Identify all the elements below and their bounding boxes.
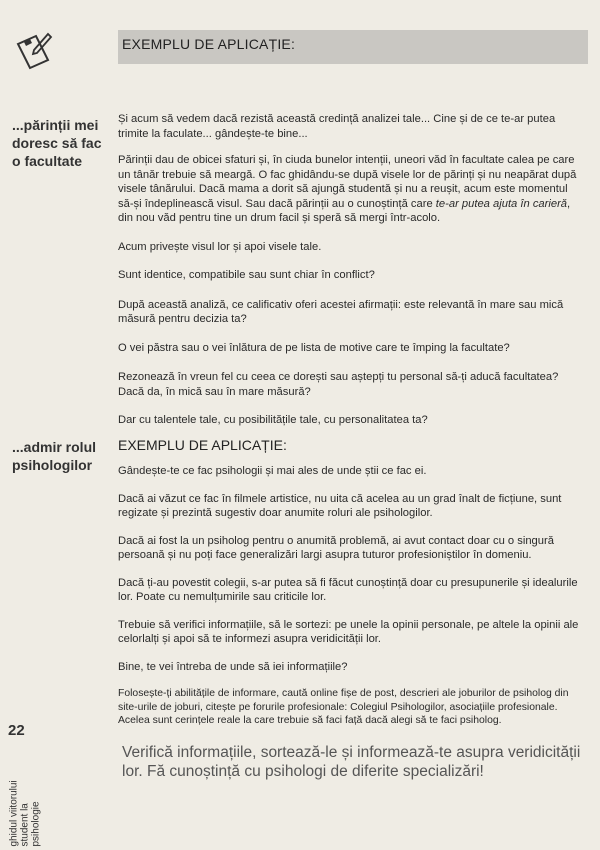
side-label-parents: ...părinții mei doresc să fac o facultate <box>12 117 102 169</box>
paragraph: Gândește-te ce fac psihologii și mai ales de unde știi ce fac ei. <box>118 465 427 477</box>
paragraph: După această analiză, ce calificativ oferi acestei afirmații: este relevantă în mare sau mică măsură pentru decizia ta? <box>118 298 564 325</box>
section2-body <box>118 464 586 728</box>
book-title-line1: ghidul viitorului <box>8 780 20 847</box>
paragraph: Dacă ai văzut ce fac în filmele artistice, nu uita că acelea au un grad înalt de ficțiune, sunt regizate și prezintă sugestiv doar anumite roluri ale psihologilor. <box>118 492 562 519</box>
paragraph <box>118 153 586 226</box>
paragraph: Și acum să vedem dacă rezistă această credință analizei tale... Cine și de ce te-ar putea trimite la faculate... gândește-te bine... <box>118 113 556 140</box>
highlight-callout: Verifică informațiile, sortează-le și informează-te asupra veridicității lor. Fă cunoștință cu psihologi de diferite specializări! <box>122 744 581 780</box>
book-title <box>9 757 42 847</box>
paragraph-emphasis: te-ar putea ajuta în carieră <box>435 197 568 210</box>
paragraph: Rezonează în vreun fel cu ceea ce dorești sau aștepți tu personal să-ți aducă facultatea? Dacă da, în mică sau în mare măsură? <box>118 371 559 398</box>
paragraph: Folosește-ți abilitățile de informare, caută online fișe de post, descrieri ale joburilor de psiholog din site-urile de joburi, citește pe forurile profesionale: Colegiul Psihologilor, asociațiile profesionale. Acelea sunt cerințele reale la care trebuie să faci față dacă alegi să te faci psiholog. <box>118 688 569 726</box>
paragraph: Sunt identice, compatibile sau sunt chiar în conflict? <box>118 269 375 281</box>
paragraph: Bine, te vei întreba de unde să iei informațiile? <box>118 660 348 673</box>
clipboard-pencil-icon <box>14 30 54 70</box>
section-header-bar <box>118 30 588 64</box>
side-label-psychologists: ...admir rolul psihologilor <box>12 439 97 473</box>
section1-body <box>118 112 586 428</box>
paragraph: Trebuie să verifici informațiile, să le sortezi: pe unele la opinii personale, pe altele la opinii ale celorlalți și apoi să te informezi asupra veridicității lor. <box>118 618 579 645</box>
paragraph: Dacă ai fost la un psiholog pentru o anumită problemă, ai avut contact doar cu o singură persoană și nu poți face generalizări largi asupra tuturor profesioniștilor în domeniu. <box>118 534 554 561</box>
paragraph: O vei păstra sau o vei înlătura de pe lista de motive care te împing la facultate? <box>118 341 510 354</box>
section-header-title: EXEMPLU DE APLICAȚIE: <box>122 36 296 52</box>
page-number: 22 <box>8 722 25 739</box>
paragraph: Dacă ți-au povestit colegii, s-ar putea să fi făcut cunoștință doar cu presupunerile și idealurile lor. Poate cu nemulțumirile sau criticile lor. <box>118 576 578 603</box>
paragraph: Dar cu talentele tale, cu posibilitățile tale, cu personalitatea ta? <box>118 414 428 426</box>
paragraph: Acum privește visul lor și apoi visele tale. <box>118 240 322 253</box>
paragraph-text: Părinții dau de obicei sfaturi și, în ciuda bunelor intenții, uneori văd în facultate calea pe care un tânăr trebuie să meargă. O fac ghidându-se după visele lor de părinți și nu neapărat după visele tânărului. Dacă mama a dorit să ajungă studentă și nu a reușit, acum este momentul să-și îndeplinească visul. Sau dacă părinții au o cunoștință care <box>118 154 577 210</box>
section2-heading: EXEMPLU DE APLICAȚIE: <box>118 437 287 453</box>
paragraph-text: , din nou văd pentru tine un drum facil și speră să mergi într-acolo. <box>118 197 571 224</box>
book-title-line2: student la psihologie <box>19 801 42 847</box>
